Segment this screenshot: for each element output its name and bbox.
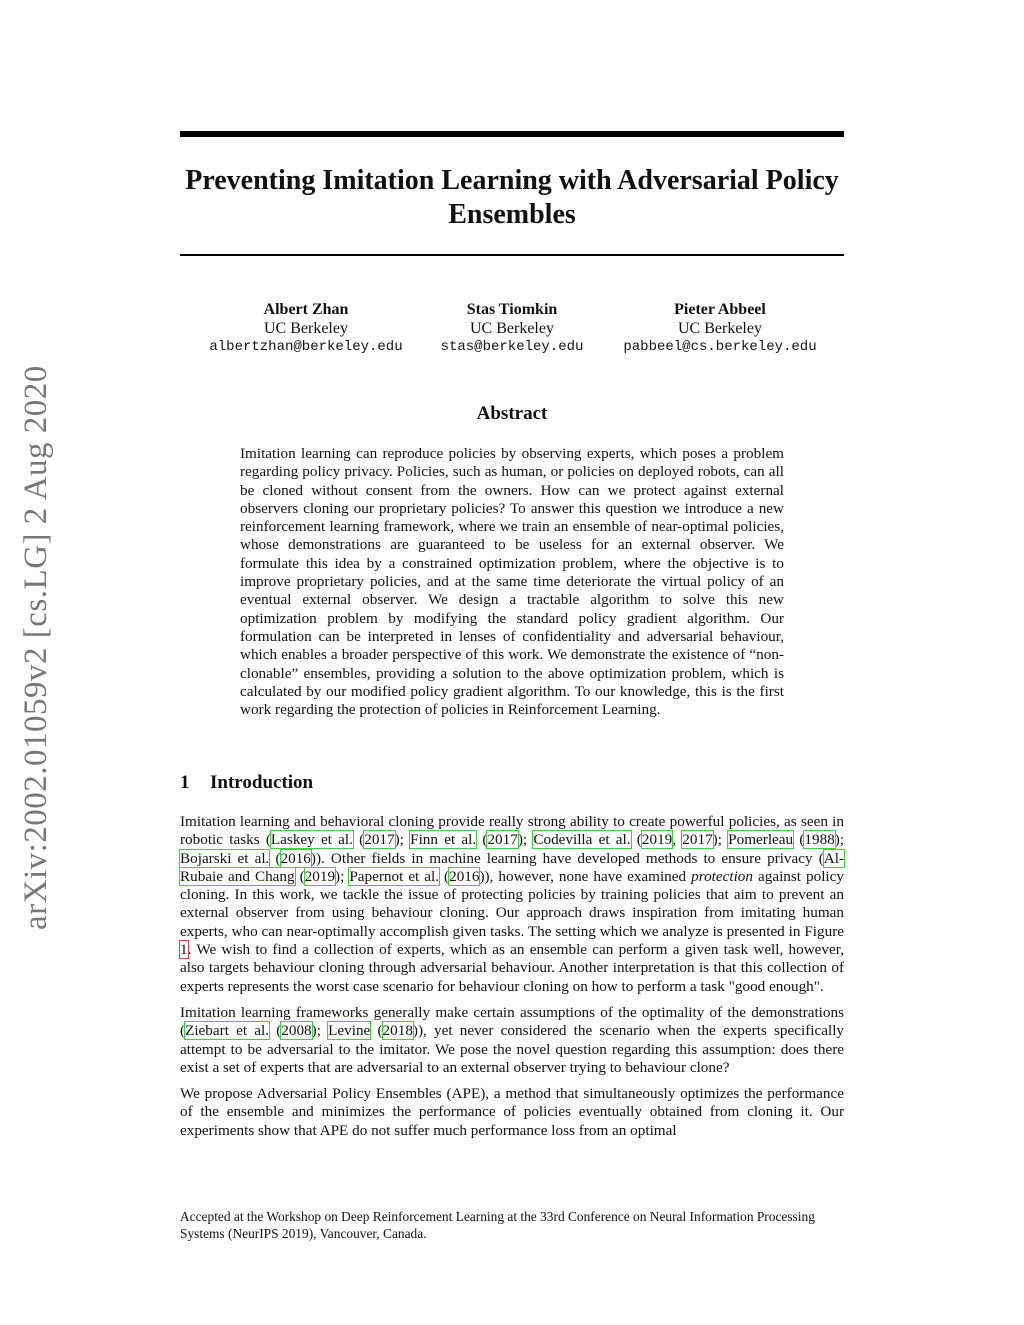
citation-link[interactable]: Al-Rubaie and Chang <box>180 849 844 885</box>
text-run: Imitation learning and behavioral cloning provide really strong ability to create powerful policies, as seen in robotic tasks ( <box>180 813 844 849</box>
author-email: pabbeel@cs.berkeley.edu <box>623 339 817 355</box>
text-run: )). Other fields in machine learning have developed methods to ensure privacy ( <box>310 849 824 867</box>
citation-link[interactable]: 2019 <box>641 831 673 849</box>
text-run: ); <box>834 831 845 849</box>
text-run: ); <box>712 831 729 849</box>
abstract-heading: Abstract <box>476 403 548 424</box>
intro-paragraph-3: We propose Adversarial Policy Ensembles (APE), a method that simultaneously optimizes the performance of the ensemble and minimizes the performance of policies eventually obtained from cloning it. Our experiments show that APE do not suffer much performance loss from an optimal <box>180 1085 844 1139</box>
title-bottom-rule <box>180 254 844 256</box>
citation-link[interactable]: Papernot et al. <box>349 867 440 885</box>
intro-paragraph-2 <box>180 1004 844 1077</box>
text-run: ( <box>269 1022 282 1040</box>
emphasis: protection <box>691 867 753 885</box>
section-number: 1 <box>180 772 190 793</box>
author-name: Pieter Abbeel <box>674 301 766 318</box>
section-heading <box>180 772 844 794</box>
citation-link[interactable]: 2016 <box>449 867 480 885</box>
text-run: , <box>672 831 683 849</box>
text-run: ( <box>269 849 281 867</box>
text-run: against policy cloning. In this work, we tackle the issue of protecting policies by training policies that aim to prevent an external observer from using behaviour cloning. Our approach draws inspiration from imitating human experts, who can near-optimally accomplish given tasks. The setting which we analyze is presented in Figure <box>180 867 844 940</box>
citation-link[interactable]: 2019 <box>304 867 336 885</box>
citation-link[interactable]: Codevilla et al. <box>533 831 631 849</box>
citation-link[interactable]: Laskey et al. <box>270 831 353 849</box>
introduction-body <box>180 813 844 1148</box>
text-run: )), however, none have examined <box>479 867 692 885</box>
text-run: . We wish to find a collection of experts, which as an ensemble can perform a given task well, however, also targets behaviour cloning through adversarial behaviour. Another interpretation is that this collection of experts represents the worst case scenario for behaviour cloning on how to perform a task "good enough". <box>180 941 844 995</box>
section-title: Introduction <box>210 772 314 793</box>
figure-link[interactable]: 1 <box>180 941 188 959</box>
text-run: ); <box>517 831 534 849</box>
citation-link[interactable]: 2008 <box>281 1022 312 1040</box>
text-run: ); <box>394 831 411 849</box>
author-affiliation: UC Berkeley <box>678 320 762 337</box>
arxiv-stamp: arXiv:2002.01059v2 [cs.LG] 2 Aug 2020 <box>18 365 54 930</box>
title-top-rule <box>180 131 844 137</box>
author-affiliation: UC Berkeley <box>264 320 348 337</box>
author-block <box>180 300 844 360</box>
text-run: ( <box>630 831 642 849</box>
text-run: ( <box>476 831 488 849</box>
text-run: ); <box>335 867 350 885</box>
citation-link[interactable]: Ziebart et al. <box>185 1022 270 1040</box>
text-run: Imitation learning frameworks generally make certain assumptions of the optimality of the demonstrations ( <box>180 1003 844 1040</box>
citation-link[interactable]: 2018 <box>382 1022 413 1040</box>
citation-link[interactable]: 2016 <box>280 849 311 867</box>
author-name: Albert Zhan <box>263 301 349 318</box>
citation-link[interactable]: 1988 <box>804 831 835 849</box>
text-run: ( <box>352 831 365 849</box>
text-run: ); <box>311 1022 329 1040</box>
author-2 <box>402 300 622 357</box>
author-3 <box>610 300 830 357</box>
text-run: ( <box>370 1022 383 1040</box>
citation-link[interactable]: 2017 <box>364 831 395 849</box>
author-email: stas@berkeley.edu <box>440 339 584 355</box>
intro-paragraph-1 <box>180 813 844 996</box>
text-run: ( <box>439 867 450 885</box>
paper-title: Preventing Imitation Learning with Adversarial Policy Ensembles <box>185 165 839 230</box>
author-affiliation: UC Berkeley <box>470 320 554 337</box>
citation-link[interactable]: Levine <box>328 1022 371 1040</box>
author-email: albertzhan@berkeley.edu <box>209 339 403 355</box>
text-run: )), yet never considered the scenario when the experts specifically attempt to be adversarial to the imitator. We pose the novel question regarding this assumption: does there exist a set of experts that are adversarial to an external observer trying to behaviour clone? <box>180 1022 845 1076</box>
author-1 <box>196 300 416 357</box>
author-name: Stas Tiomkin <box>466 301 558 318</box>
citation-link[interactable]: Bojarski et al. <box>180 849 270 867</box>
text-run: ( <box>294 867 305 885</box>
citation-link[interactable]: 2017 <box>487 831 518 849</box>
citation-link[interactable]: Finn et al. <box>410 831 477 849</box>
text-run: ( <box>793 831 805 849</box>
footnote: Accepted at the Workshop on Deep Reinforcement Learning at the 33rd Conference on Neural Information Processing Systems (NeurIPS 2019), Vancouver, Canada. <box>180 1209 815 1241</box>
citation-link[interactable]: 2017 <box>682 831 713 849</box>
abstract-text: Imitation learning can reproduce policies by observing experts, which poses a problem regarding policy privacy. Policies, such as human, or policies on deployed robots, can all be cloned without consent from the owners. How can we protect against external observers cloning our proprietary policies? To answer this question we introduce a new reinforcement learning framework, where we train an ensemble of near-optimal policies, whose demonstrations are guaranteed to be useless for an external observer. We formulate this idea by a constrained optimization problem, where the objective is to improve proprietary policies, and at the same time deteriorate the virtual policy of an eventual external observer. We design a tractable algorithm to solve this new optimization problem by modifying the standard policy gradient algorithm. Our formulation can be interpreted in lenses of confidentiality and adversarial behaviour, which enables a broader perspective of this work. We demonstrate the existence of “non-clonable” ensembles, providing a solution to the above optimization problem, which is calculated by our modified policy gradient algorithm. To our knowledge, this is the first work regarding the protection of policies in Reinforcement Learning. <box>240 445 784 719</box>
citation-link[interactable]: Pomerleau <box>728 831 794 849</box>
